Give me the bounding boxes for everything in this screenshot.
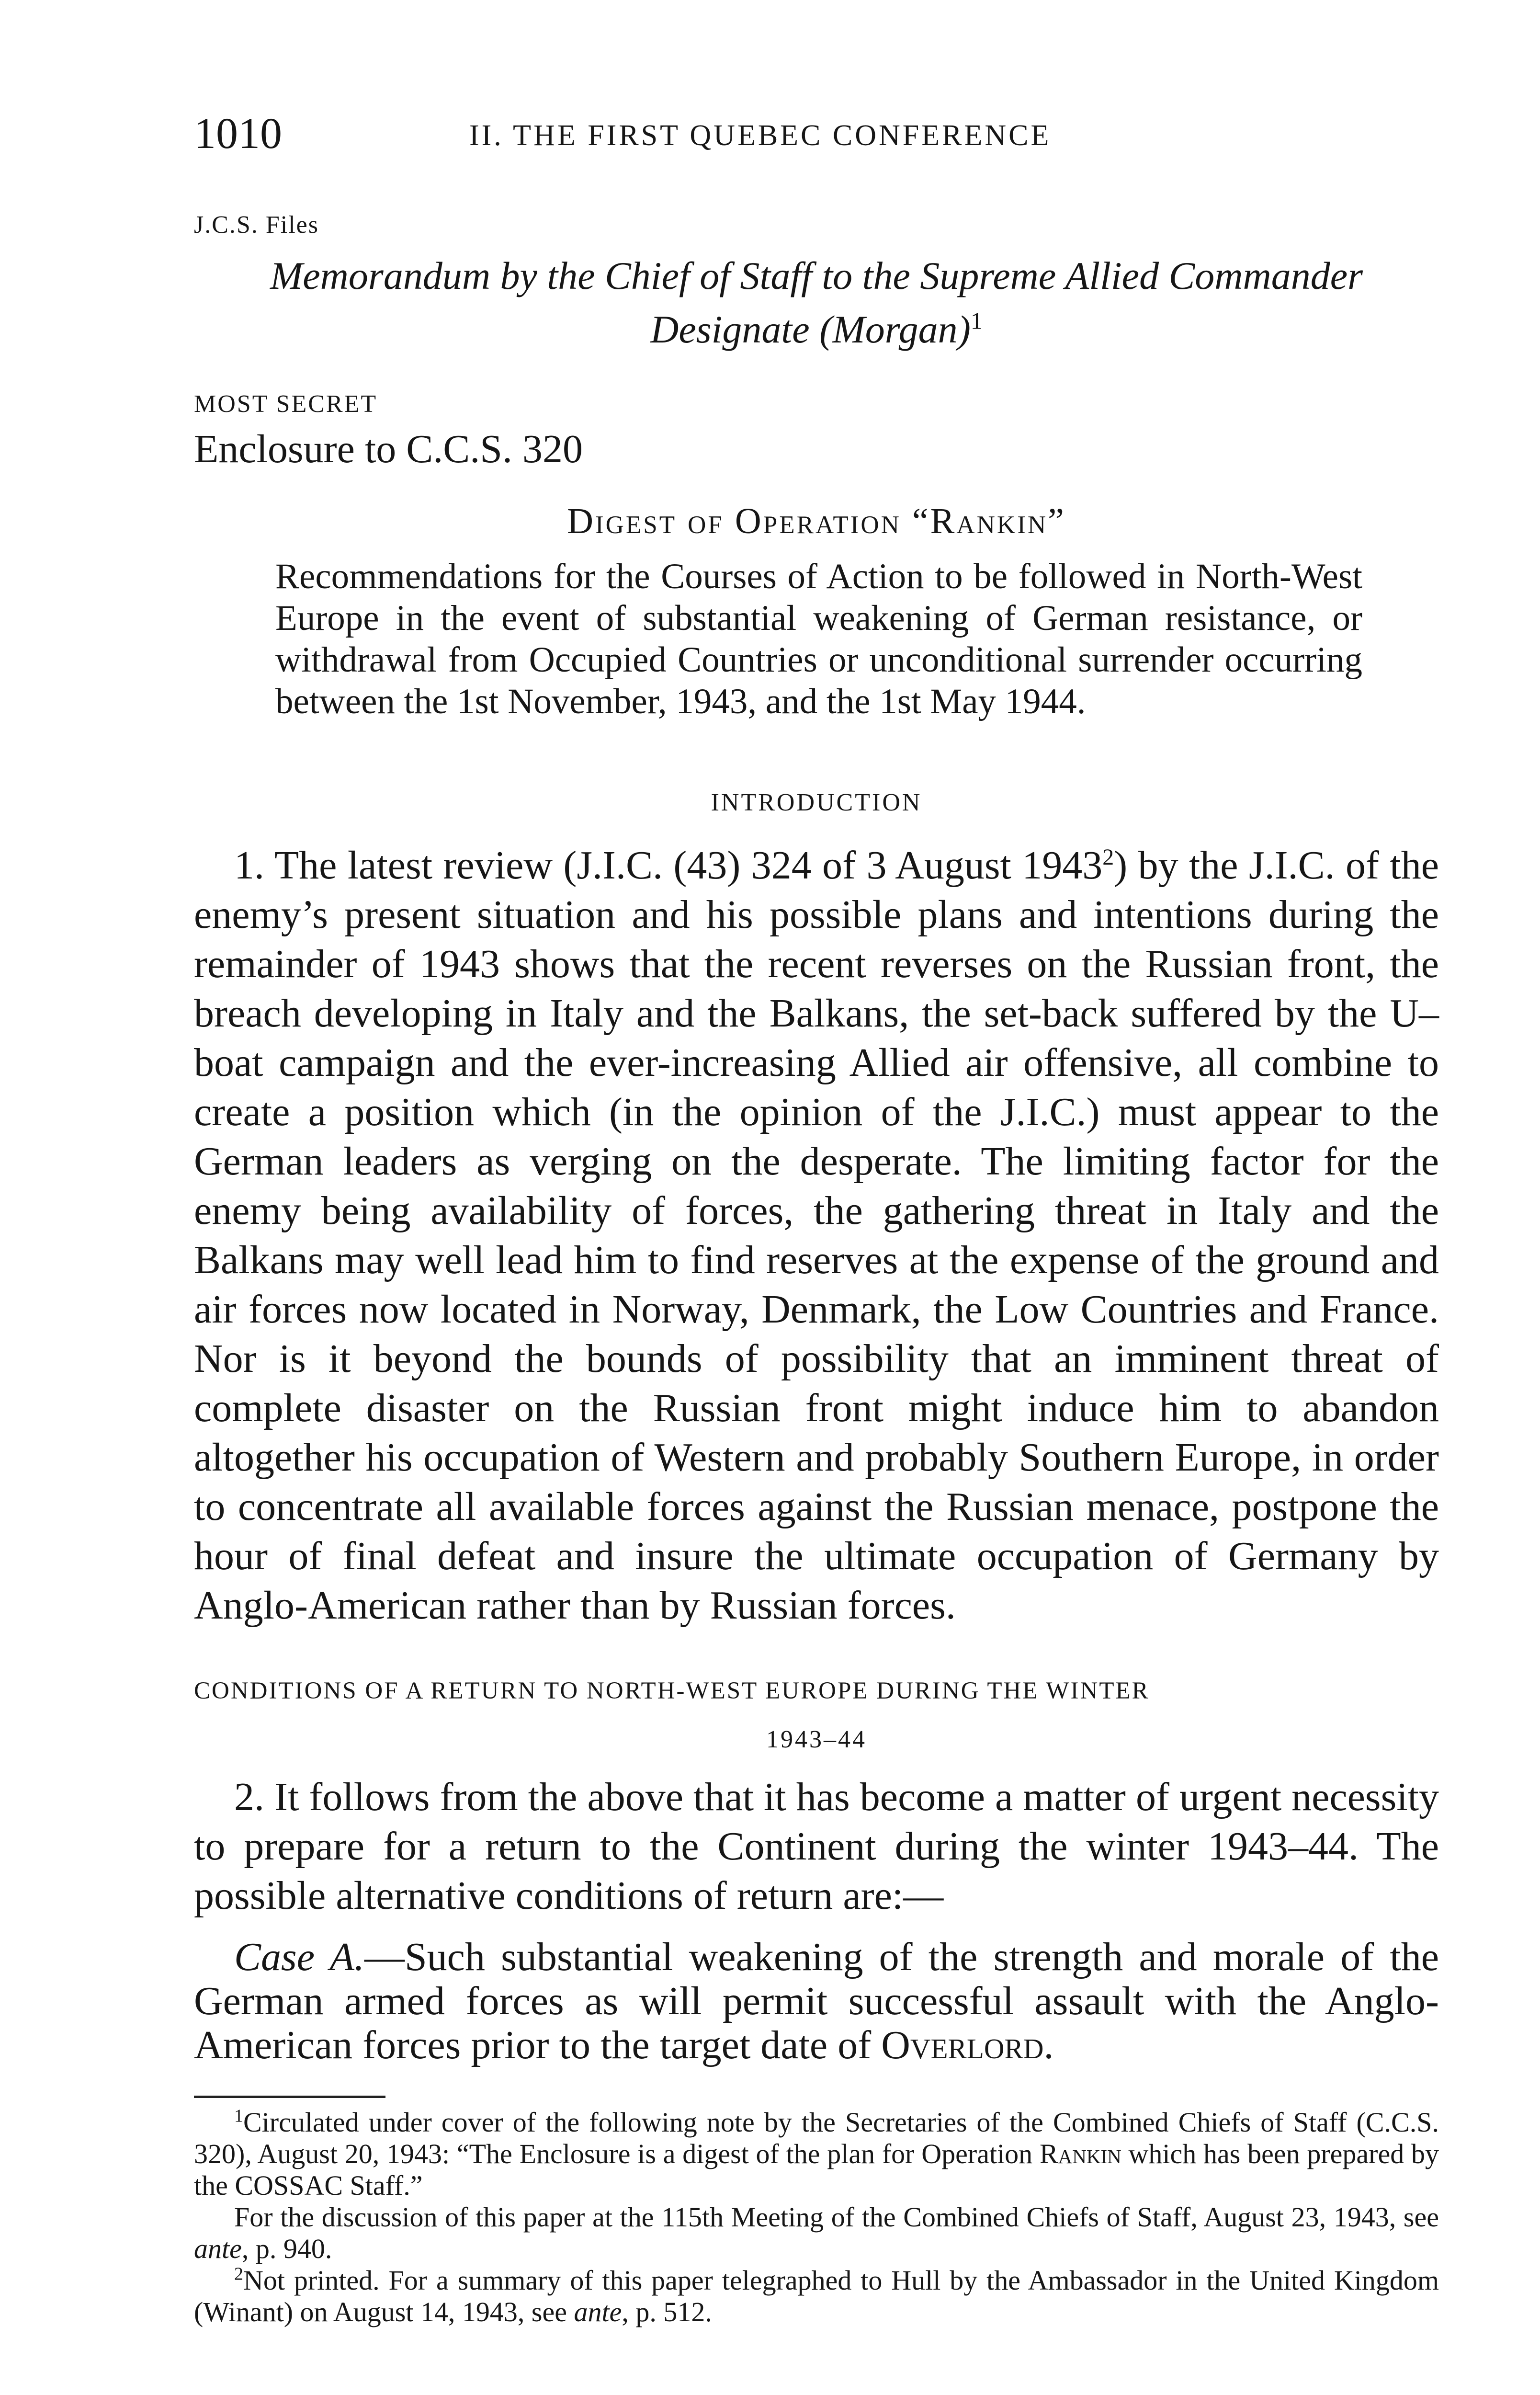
footnote-1-mark: 1 xyxy=(234,2106,243,2126)
footnote-2-mark: 2 xyxy=(234,2264,243,2284)
conditions-year: 1943–44 xyxy=(766,1726,867,1753)
source-label: J.C.S. Files xyxy=(194,211,319,239)
paragraph-1-rest: ) by the J.I.C. of the enemy’s present situation and his possible plans and intentions during the remainder of 1943 shows that the recent reverses on the Russian front, the breach developing in Italy and the Balkans, the set-back suffered by the U–boat campaign and the ever-increasing Allied air offensive, all combine to create a position which (in the opinion of the J.I.C.) must appear to the German leaders as verging on the desperate. The limiting factor for the enemy being availability of forces, the gathering threat in Italy and the Balkans may well lead him to find reserves at the expense of the ground and air forces now located in Norway, Denmark, the Low Countries and France. Nor is it beyond the bounds of possibility that an imminent threat of complete disaster on the Russian front might induce him to abandon altogether his occupation of Western and probably Southern Europe, in order to concentrate all available forces against the Russian menace, postpone the hour of final defeat and insure the ultimate occupation of Germany by Anglo-American rather than by Russian forces. xyxy=(194,843,1439,1628)
footnote-1-text-d: , p. 940. xyxy=(241,2233,332,2264)
case-a-label: Case A. xyxy=(234,1935,364,1979)
paragraph-2: 2. It follows from the above that it has become a matter of urgent necessity to prepare for a return to the Continent during the winter 1943–44. The possible alternative conditions of return are:— xyxy=(194,1775,1439,1918)
footnote-2 xyxy=(194,2265,1439,2328)
digest-title: Digest of Operation “Rankin” xyxy=(567,501,1066,541)
operation-name: Overlord xyxy=(881,2023,1044,2067)
footnote-1-text-c: For the discussion of this paper at the 115th Meeting of the Combined Chiefs of Staff, August 23, 1943, see xyxy=(234,2201,1439,2233)
footnote-1 xyxy=(194,2107,1439,2201)
footnote-1-text-b: which has been prepared by the COSSAC Staff.” xyxy=(194,2138,1439,2201)
footnote-ref-2: 2 xyxy=(1102,844,1114,870)
footnotes xyxy=(194,2107,1439,2328)
memo-title-text: Memorandum by the Chief of Staff to the Supreme Allied Commander Designate (Morgan) xyxy=(270,254,1363,351)
paragraph-1-start: 1. The latest review (J.I.C. (43) 324 of 3 August 1943 xyxy=(234,843,1103,888)
memo-title xyxy=(194,249,1439,356)
footnote-divider xyxy=(194,2096,385,2098)
introduction-heading: INTRODUCTION xyxy=(711,789,922,816)
enclosure-label: Enclosure to C.C.S. 320 xyxy=(194,427,583,471)
case-a-end: . xyxy=(1043,2023,1054,2067)
running-title: II. THE FIRST QUEBEC CONFERENCE xyxy=(469,119,1052,152)
footnote-ref-1: 1 xyxy=(970,307,983,334)
footnote-2-text-b: , p. 512. xyxy=(622,2296,712,2327)
classification: MOST SECRET xyxy=(194,390,378,418)
footnote-2-ante: ante xyxy=(574,2296,622,2327)
conditions-heading: CONDITIONS OF A RETURN TO NORTH-WEST EUROPE DURING THE WINTER xyxy=(194,1677,1150,1704)
case-a-paragraph xyxy=(194,1935,1439,2067)
digest-summary: Recommendations for the Courses of Action to be followed in North-West Europe in the event of substantial weakening of German resistance, or withdrawal from Occupied Countries or unconditional surrender occurring between the 1st November, 1943, and the 1st May 1944. xyxy=(275,557,1362,721)
footnote-1-text-a: Circulated under cover of the following note by the Secretaries of the Combined Chiefs of Staff (C.C.S. 320), August 20, 1943: “The Enclosure is a digest of the plan for Operation xyxy=(194,2107,1439,2169)
page-number: 1010 xyxy=(194,109,282,158)
footnote-2-text-a: Not printed. For a summary of this paper telegraphed to Hull by the Ambassador in the United Kingdom (Winant) on August 14, 1943, see xyxy=(194,2265,1439,2327)
footnote-1-ante: ante xyxy=(194,2233,242,2264)
footnote-1-continued xyxy=(194,2201,1439,2265)
footnote-1-operation: Rankin xyxy=(1039,2138,1121,2169)
case-a-text: —Such substantial weakening of the strength and morale of the German armed forces as will permit successful assault with the Anglo-American forces prior to the target date of xyxy=(194,1935,1439,2067)
paragraph-1 xyxy=(194,841,1439,1630)
